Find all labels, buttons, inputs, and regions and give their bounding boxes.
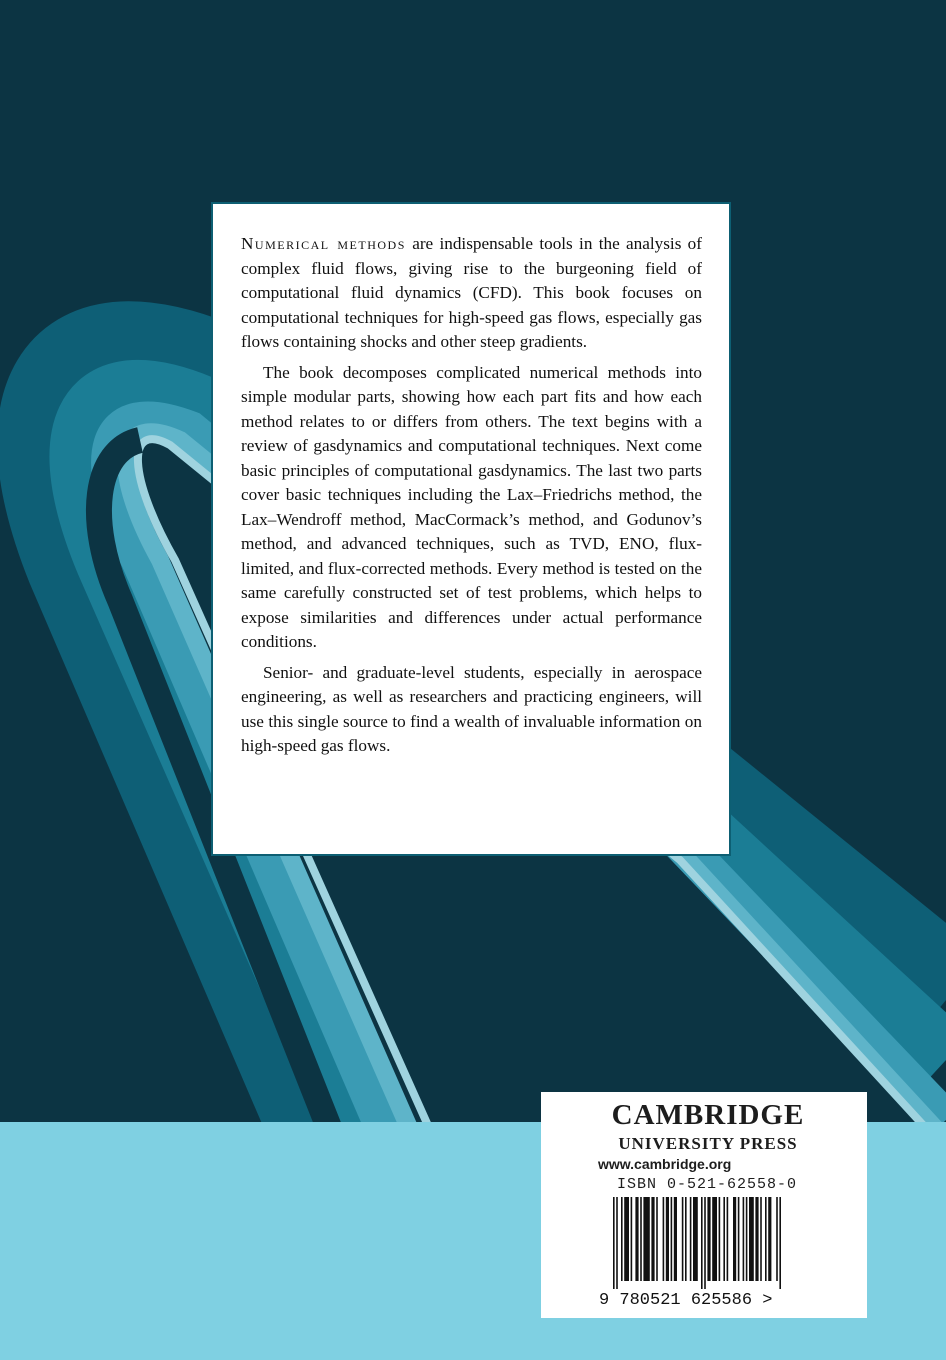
barcode-bar (651, 1197, 654, 1281)
barcode-bar (663, 1197, 665, 1281)
barcode-bar (635, 1197, 638, 1281)
barcode-bar (616, 1197, 618, 1289)
barcode-digits: 9 780521 625586 > (599, 1291, 773, 1310)
barcode-bar (723, 1197, 725, 1281)
publisher-name: CAMBRIDGE (611, 1099, 805, 1131)
barcode-bar (779, 1197, 781, 1289)
publisher-box (541, 1092, 867, 1318)
blurb-paragraph-1 (241, 232, 702, 355)
barcode-bar (690, 1197, 692, 1281)
barcode-bar (682, 1197, 684, 1281)
barcode-bar (631, 1197, 633, 1281)
blurb-box (211, 202, 731, 856)
barcode-bar (707, 1197, 710, 1281)
barcode-bar (738, 1197, 740, 1281)
barcode-bar (755, 1197, 758, 1281)
barcode-bar (640, 1197, 642, 1281)
barcode-bar (768, 1197, 771, 1281)
blurb-paragraph-2: The book decomposes complicated numerical methods into simple modular parts, showing how each part fits and how each method relates to or differs from others. The text begins with a review of gasdynamics and computational techniques. Next come basic principles of computational gasdynamics. The last two parts cover basic techniques including the Lax–Friedrichs method, the Lax–Wendroff method, MacCormack’s method, and Godunov’s method, and advanced techniques, such as TVD, ENO, flux-limited, and flux-corrected methods. Every method is tested on the same carefully constructed set of test problems, which helps to expose similarities and differences under actual performance conditions. (241, 362, 702, 651)
barcode-bar (704, 1197, 706, 1289)
barcode-bar (749, 1197, 754, 1281)
barcode (591, 1195, 821, 1310)
barcode-bar (776, 1197, 778, 1281)
barcode-bar (760, 1197, 762, 1281)
barcode-bar (643, 1197, 649, 1281)
barcode-bar (743, 1197, 745, 1281)
barcode-bar (746, 1197, 748, 1281)
barcode-bar (712, 1197, 717, 1281)
barcode-bar (666, 1197, 669, 1281)
publisher-subname: UNIVERSITY PRESS (618, 1134, 798, 1153)
barcode-bar (621, 1197, 623, 1281)
barcode-bar (624, 1197, 629, 1281)
barcode-bar (719, 1197, 721, 1281)
barcode-bar (656, 1197, 658, 1281)
barcode-bar (727, 1197, 729, 1281)
barcode-bar (671, 1197, 673, 1281)
blurb-paragraph-3: Senior- and graduate-level students, especially in aerospace engineering, as well as researchers and practicing engineers, will use this single source to find a wealth of invaluable information on high-speed gas flows. (241, 662, 702, 755)
barcode-bar (613, 1197, 615, 1289)
barcode-bar (674, 1197, 677, 1281)
barcode-bar (693, 1197, 698, 1281)
blurb-lead: Numerical methods (241, 234, 406, 253)
barcode-bar (685, 1197, 687, 1281)
barcode-bar (765, 1197, 767, 1281)
barcode-bar (733, 1197, 736, 1281)
isbn-text: ISBN 0-521-62558-0 (617, 1176, 798, 1193)
barcode-bar (701, 1197, 703, 1289)
blurb-paragraph-1-text: are indispensable tools in the analysis of complex fluid flows, giving rise to the burgeoning field of computational fluid dynamics (CFD). This book focuses on computational techniques for high-speed gas flows, especially gas flows containing shocks and other steep gradients. (241, 234, 702, 351)
publisher-url: www.cambridge.org (598, 1156, 732, 1172)
